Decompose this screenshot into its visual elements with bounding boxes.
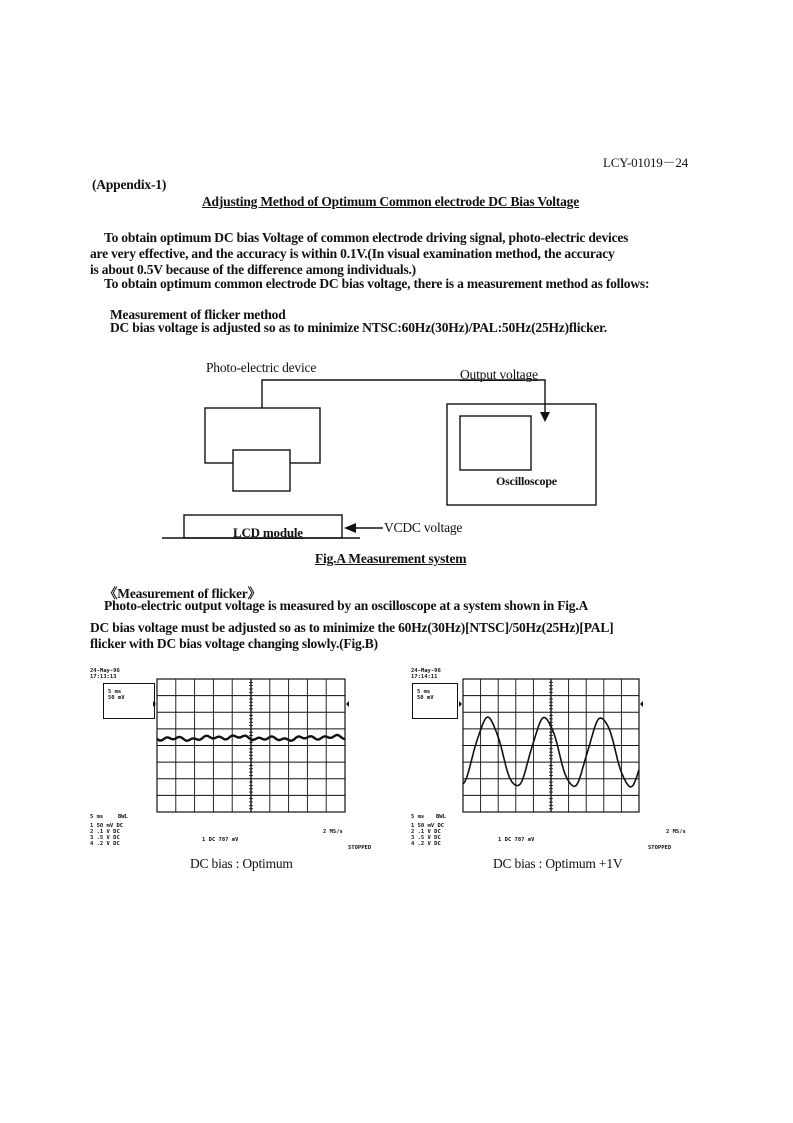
flicker-line-2: DC bias voltage must be adjusted so as to minimize the 60Hz(30Hz)[NTSC]/50Hz(25Hz)[PAL]	[90, 620, 614, 635]
page-title: Adjusting Method of Optimum Common electrode DC Bias Voltage	[202, 194, 579, 209]
scope1-ch4: 4 .2 V DC	[90, 841, 120, 847]
scope1-ch3: 3 .5 V DC	[90, 835, 120, 841]
scope2-ch2: 2 .1 V DC	[411, 829, 441, 835]
scope1-time: 17:13:13	[90, 674, 117, 680]
scope1-date: 24-May-96	[90, 668, 120, 674]
flicker-method-text: DC bias voltage is adjusted so as to minimize NTSC:60Hz(30Hz)/PAL:50Hz(25Hz)flicker.	[110, 320, 607, 335]
document-id: LCY-01019－24	[603, 155, 688, 170]
oscilloscope-label: Oscilloscope	[496, 474, 557, 488]
scope2-box-volt: 50 mV	[417, 695, 434, 701]
lcd-module-label: LCD module	[233, 525, 303, 540]
fig-a-caption: Fig.A Measurement system	[315, 551, 467, 566]
scope1-caption: DC bias : Optimum	[190, 856, 293, 871]
scope2-box-time: 5 ms	[417, 689, 431, 695]
photo-device-label: Photo-electric device	[206, 360, 317, 375]
scope1-box-volt: 50 mV	[108, 695, 125, 701]
scope2-time: 17:14:11	[411, 674, 438, 680]
intro-line-3: is about 0.5V because of the difference among individuals.)	[90, 262, 416, 277]
scope1-ch1: 1 50 mV DC	[90, 823, 124, 829]
flicker-line-1: Photo-electric output voltage is measured by an oscilloscope at a system shown in Fig.A	[104, 598, 589, 613]
intro-line-1: To obtain optimum DC bias Voltage of common electrode driving signal, photo-electric devices	[104, 230, 629, 245]
intro-line-4: To obtain optimum common electrode DC bias voltage, there is a measurement method as follows:	[104, 276, 650, 291]
flicker-line-3: flicker with DC bias voltage changing slowly.(Fig.B)	[90, 636, 378, 651]
flicker-heading: 《Measurement of flicker》	[104, 586, 261, 601]
vcdc-voltage-label: VCDC voltage	[384, 520, 463, 535]
scope2-caption: DC bias : Optimum +1V	[493, 856, 623, 871]
scope-trigger-marker	[640, 701, 643, 707]
flicker-method-heading: Measurement of flicker method	[110, 307, 286, 322]
scope2-rate: 2 MS/s	[666, 829, 686, 835]
scope1-ch-label: 5 ms	[90, 814, 104, 820]
scope1-trigger: 1 DC 787 mV	[202, 837, 239, 843]
scope2-trigger: 1 DC 787 mV	[498, 837, 535, 843]
scope2-ch1: 1 50 mV DC	[411, 823, 445, 829]
scope2-state: STOPPED	[648, 845, 672, 851]
scope2-date: 24-May-96	[411, 668, 441, 674]
scope2-ch3: 3 .5 V DC	[411, 835, 441, 841]
scope-trigger-marker	[459, 701, 462, 707]
output-voltage-label: Output voltage	[460, 367, 538, 382]
scope1-ch2: 2 .1 V DC	[90, 829, 120, 835]
scope1-rate: 2 MS/s	[323, 829, 343, 835]
scope1-state: STOPPED	[348, 845, 372, 851]
scope2-bwl: BWL	[436, 814, 446, 820]
scope1-box-time: 5 ms	[108, 689, 122, 695]
scope2-ch4: 4 .2 V DC	[411, 841, 441, 847]
scope1-bwl: BWL	[118, 814, 128, 820]
appendix-label: (Appendix-1)	[92, 177, 167, 192]
intro-line-2: are very effective, and the accuracy is within 0.1V.(In visual examination method, the accuracy	[90, 246, 615, 261]
scope2-ch-label: 5 ms	[411, 814, 425, 820]
